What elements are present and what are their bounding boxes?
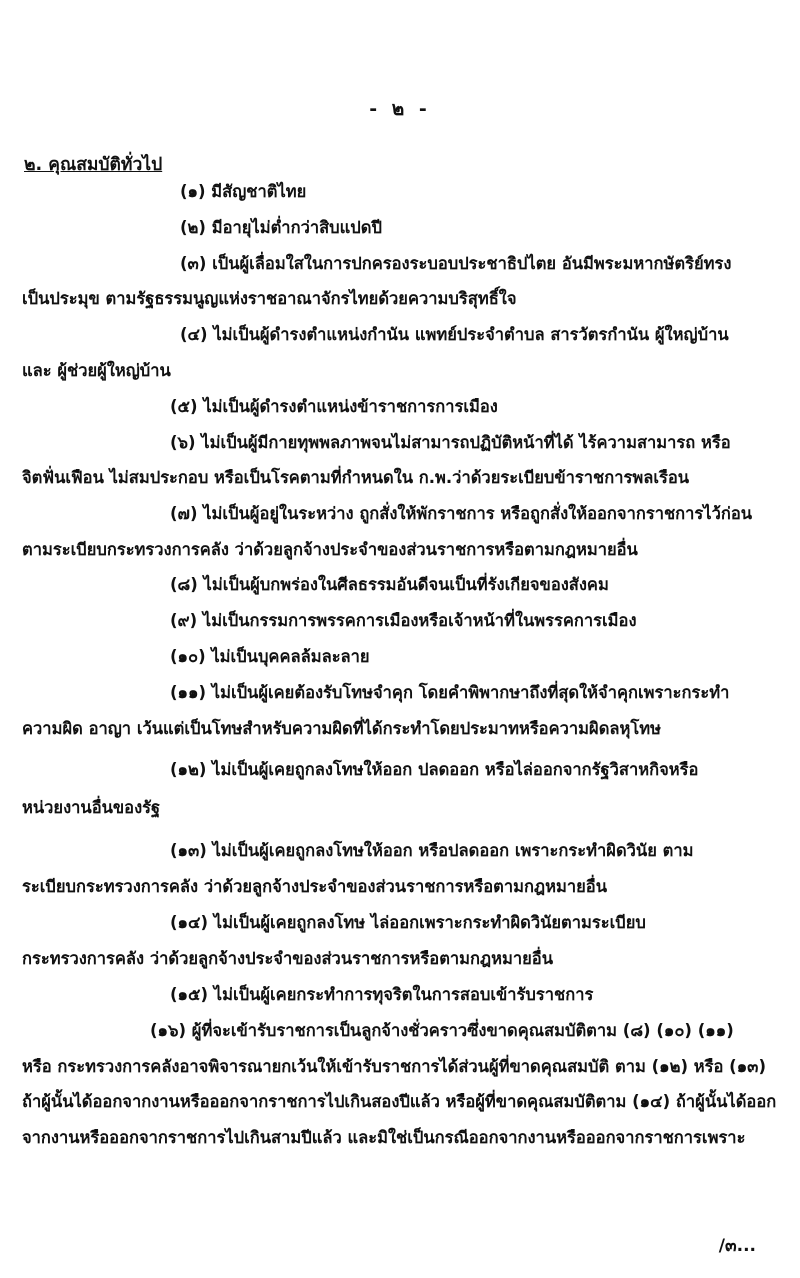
text-line: ถ้าผู้นั้นได้ออกจากงานหรือออกจากราชการไปเกินสองปีแล้ว หรือผู้ที่ขาดคุณสมบัติตาม (๑๔) ถ้าผู้นั้นได้ออก xyxy=(22,1092,777,1111)
text-line: (๕) ไม่เป็นผู้ดำรงตำแหน่งข้าราชการการเมือง xyxy=(170,397,498,416)
text-line: หรือ กระทรวงการคลังอาจพิจารณายกเว้นให้เข้ารับราชการได้ส่วนผู้ที่ขาดคุณสมบัติ ตาม (๑๒) หรือ (๑๓) xyxy=(22,1057,766,1076)
text-line: (๙) ไม่เป็นกรรมการพรรคการเมืองหรือเจ้าหน้าที่ในพรรคการเมือง xyxy=(170,611,637,630)
text-line: (๒) มีอายุไม่ต่ำกว่าสิบแปดปี xyxy=(180,218,382,237)
text-line: (๑๕) ไม่เป็นผู้เคยกระทำการทุจริตในการสอบเข้ารับราชการ xyxy=(170,985,594,1004)
text-line: ตามระเบียบกระทรวงการคลัง ว่าด้วยลูกจ้างประจำของส่วนราชการหรือตามกฎหมายอื่น xyxy=(22,540,638,559)
text-line: (๘) ไม่เป็นผู้บกพร่องในศีลธรรมอันดีจนเป็นที่รังเกียจของสังคม xyxy=(170,575,609,594)
text-line: (๑๖) ผู้ที่จะเข้ารับราชการเป็นลูกจ้างชั่วคราวซึ่งขาดคุณสมบัติตาม (๘) (๑๐) (๑๑) xyxy=(150,1021,734,1040)
section-heading: ๒. คุณสมบัติทั่วไป xyxy=(24,155,163,175)
text-line: ความผิด อาญา เว้นแต่เป็นโทษสำหรับความผิดที่ได้กระทำโดยประมาทหรือความผิดลหุโทษ xyxy=(22,719,662,738)
text-line: (๑๑) ไม่เป็นผู้เคยต้องรับโทษจำคุก โดยคำพิพากษาถึงที่สุดให้จำคุกเพราะกระทำ xyxy=(170,683,730,702)
text-line: (๑) มีสัญชาติไทย xyxy=(180,182,307,201)
text-line: กระทรวงการคลัง ว่าด้วยลูกจ้างประจำของส่วนราชการหรือตามกฎหมายอื่น xyxy=(22,949,553,968)
text-line: หน่วยงานอื่นของรัฐ xyxy=(22,798,161,817)
text-line: ระเบียบกระทรวงการคลัง ว่าด้วยลูกจ้างประจำของส่วนราชการหรือตามกฎหมายอื่น xyxy=(22,877,607,896)
text-line: (๑๓) ไม่เป็นผู้เคยถูกลงโทษให้ออก หรือปลดออก เพราะกระทำผิดวินัย ตาม xyxy=(170,841,694,860)
text-line: จากงานหรือออกจากราชการไปเกินสามปีแล้ว และมิใช่เป็นกรณีออกจากงานหรือออกจากราชการเพราะ xyxy=(22,1128,746,1147)
text-line: (๗) ไม่เป็นผู้อยู่ในระหว่าง ถูกสั่งให้พักราชการ หรือถูกสั่งให้ออกจากราชการไว้ก่อน xyxy=(170,504,753,523)
text-line: และ ผู้ช่วยผู้ใหญ่บ้าน xyxy=(22,361,171,380)
text-line: (๑๔) ไม่เป็นผู้เคยถูกลงโทษ ไล่ออกเพราะกระทำผิดวินัยตามระเบียบ xyxy=(170,913,646,932)
text-line: (๓) เป็นผู้เลื่อมใสในการปกครองระบอบประชาธิปไตย อันมีพระมหากษัตริย์ทรง xyxy=(180,254,732,273)
continuation-marker: /๓... xyxy=(718,1236,756,1256)
text-line: (๖) ไม่เป็นผู้มีกายทุพพลภาพจนไม่สามารถปฏิบัติหน้าที่ได้ ไร้ความสามารถ หรือ xyxy=(170,433,731,452)
text-line: เป็นประมุข ตามรัฐธรรมนูญแห่งราชอาณาจักรไทยด้วยความบริสุทธิ์ใจ xyxy=(22,289,517,308)
text-line: (๑๒) ไม่เป็นผู้เคยถูกลงโทษให้ออก ปลดออก หรือไล่ออกจากรัฐวิสาหกิจหรือ xyxy=(170,760,699,779)
page-number: - ๒ - xyxy=(369,98,431,120)
text-line: (๔) ไม่เป็นผู้ดำรงตำแหน่งกำนัน แพทย์ประจำตำบล สารวัตรกำนัน ผู้ใหญ่บ้าน xyxy=(180,325,729,344)
text-line: (๑๐) ไม่เป็นบุคคลล้มละลาย xyxy=(170,647,370,666)
text-line: จิตฟั่นเฟือน ไม่สมประกอบ หรือเป็นโรคตามที่กำหนดใน ก.พ.ว่าด้วยระเบียบข้าราชการพลเรือน xyxy=(22,468,690,487)
